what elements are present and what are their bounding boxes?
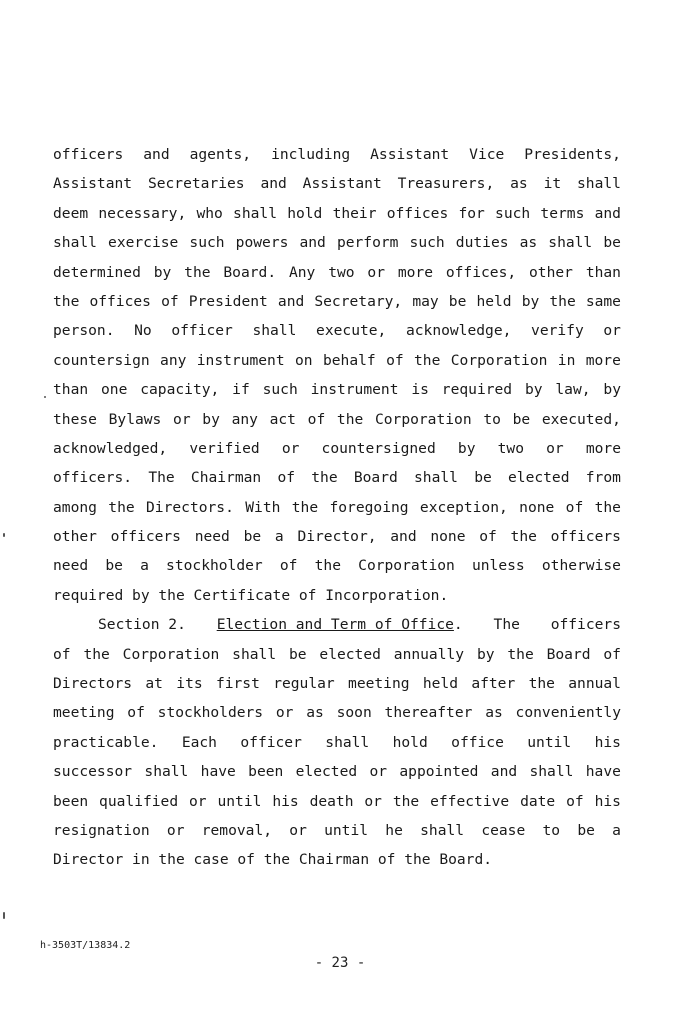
text-line: Director in the case of the Chairman of the Board. — [53, 851, 493, 869]
scan-speck — [3, 533, 5, 537]
section-title-wrap — [217, 610, 463, 639]
text-line: determined by the Board. Any two or more offices, other than — [53, 263, 621, 281]
text-line: practicable. Each officer shall hold office until his — [53, 733, 621, 751]
text-line: Directors at its first regular meeting held after the annual — [53, 675, 621, 693]
section-title: Election and Term of Office — [216, 616, 454, 634]
document-id: h-3503T/13834.2 — [40, 940, 131, 951]
body-text — [53, 140, 621, 875]
text-line: successor shall have been elected or appointed and shall have — [53, 763, 621, 781]
text-line: officers and agents, including Assistant Vice Presidents, — [53, 146, 621, 163]
text-line: among the Directors. With the foregoing exception, none of the — [53, 498, 621, 516]
text-line: person. No officer shall execute, acknowledge, verify or — [53, 322, 621, 340]
text-line: other officers need be a Director, and none of the officers — [53, 528, 621, 546]
text-line: acknowledged, verified or countersigned by two or more — [53, 439, 621, 457]
text-line: officers. The Chairman of the Board shall be elected from — [53, 469, 621, 487]
text-line: required by the Certificate of Incorporation. — [53, 586, 449, 604]
text-line: the offices of President and Secretary, may be held by the same — [53, 292, 621, 310]
section-heading-line: Section 2. Election and Term of Office. The officers — [53, 610, 621, 639]
page-number: - 23 - — [314, 955, 366, 971]
text-line: Assistant Secretaries and Assistant Treasurers, as it shall — [53, 175, 621, 193]
text-line: of the Corporation shall be elected annually by the Board of — [53, 645, 621, 663]
text-line: meeting of stockholders or as soon thereafter as conveniently — [53, 704, 621, 722]
text-line: countersign any instrument on behalf of the Corporation in more — [53, 351, 621, 369]
text-line: than one capacity, if such instrument is required by law, by — [53, 381, 621, 399]
section-number: Section 2. — [98, 616, 186, 634]
text-line: deem necessary, who shall hold their offices for such terms and — [53, 204, 621, 222]
text-line: these Bylaws or by any act of the Corporation to be executed, — [53, 410, 621, 428]
text-line: shall exercise such powers and perform such duties as shall be — [53, 234, 621, 252]
scan-speck — [3, 912, 5, 919]
scan-speck — [44, 396, 46, 398]
text-line: need be a stockholder of the Corporation unless otherwise — [53, 557, 621, 575]
text-line: resignation or removal, or until he shall cease to be a — [53, 821, 621, 839]
text-line: been qualified or until his death or the effective date of his — [53, 792, 621, 810]
section-title-period: . — [453, 616, 463, 634]
